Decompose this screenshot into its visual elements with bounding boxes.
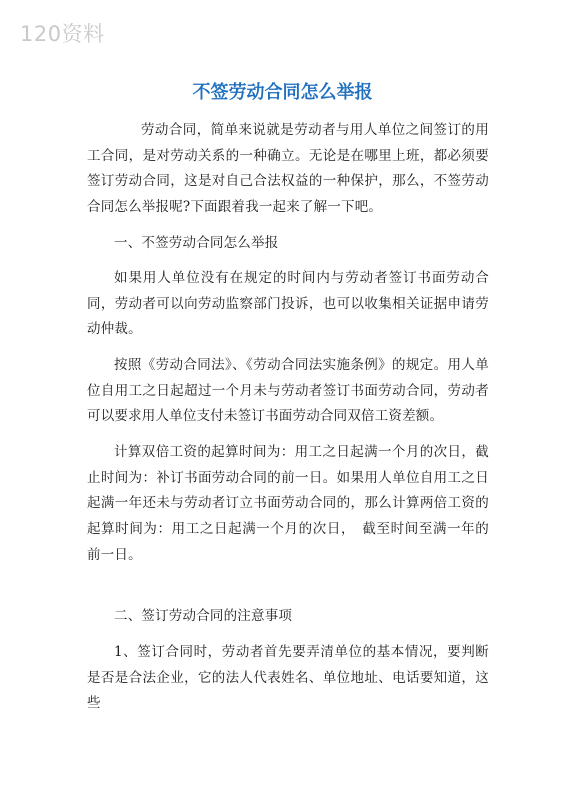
watermark-logo: 120资料 [20, 22, 105, 46]
paragraph-2: 按照《劳动合同法》、《劳动合同法实施条例》的规定。用人单位自用工之日起超过一个月未与劳动者签订书面劳动合同，劳动者可以要求用人单位支付未签订书面劳动合同双倍工资差额。 [87, 357, 489, 425]
intro-paragraph: 劳动合同，简单来说就是劳动者与用人单位之间签订的用工合同，是对劳动关系的一种确立。无论是在哪里上班，都必须要签订劳动合同，这是对自己合法权益的一种保护，那么，不签劳动合同怎么举报呢?下面跟着我一起来了解一下吧。 [87, 122, 489, 215]
article-body [87, 118, 489, 727]
paragraph-1: 如果用人单位没有在规定的时间内与劳动者签订书面劳动合同，劳动者可以向劳动监察部门投诉，也可以收集相关证据申请劳动仲裁。 [87, 270, 489, 338]
section-heading-1: 一、不签劳动合同怎么举报 [114, 234, 279, 251]
section-spacer [87, 578, 489, 604]
paragraph-4: 1、签订合同时，劳动者首先要弄清单位的基本情况，要判断是否是合法企业，它的法人代表姓名、单位地址、电话要知道，这些 [87, 643, 489, 712]
paragraph-3: 计算双倍工资的起算时间为：用工之日起满一个月的次日，截止时间为：补订书面劳动合同的前一日。如果用人单位自用工之日起满一年还未与劳动者订立书面劳动合同的，那么计算两倍工资的起算时间为：用工之日起满一个月的次日， 截至时间至满一年的前一日。 [87, 444, 489, 563]
section-heading-2: 二、签订劳动合同的注意事项 [114, 608, 293, 625]
page-title: 不签劳动合同怎么举报 [192, 82, 373, 103]
